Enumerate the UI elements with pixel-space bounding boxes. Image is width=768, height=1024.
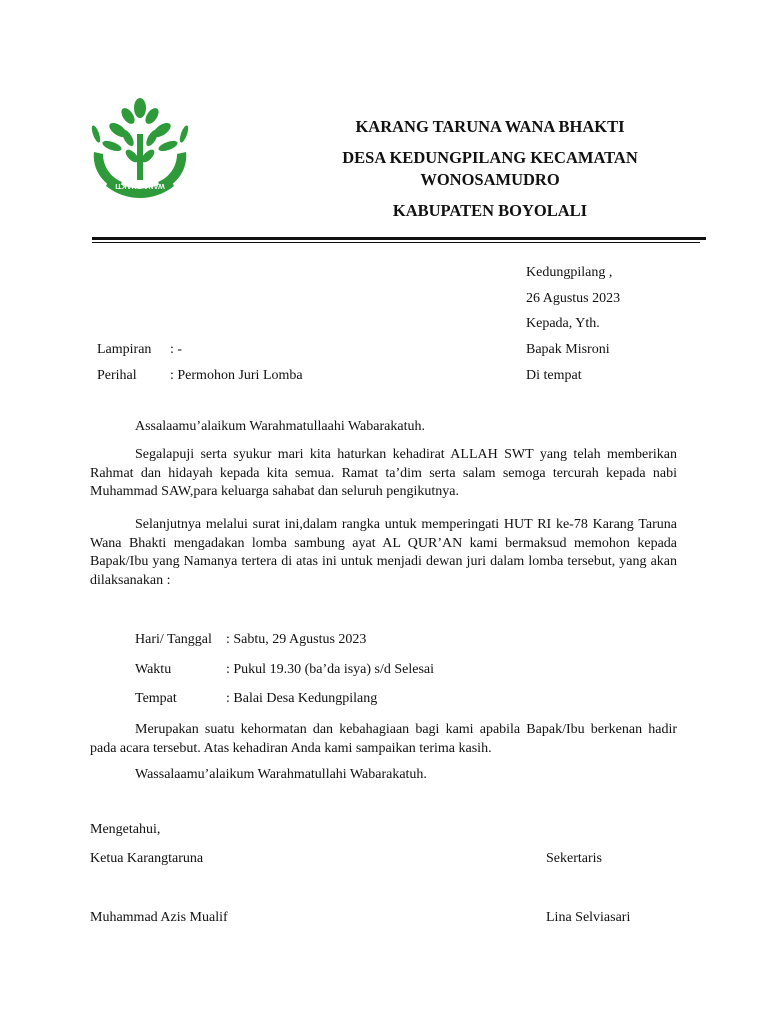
regency-name: KABUPATEN BOYOLALI <box>392 201 588 220</box>
recipient-name: Bapak Misroni <box>526 342 610 357</box>
paragraph-purpose: Selanjutnya melalui surat ini,dalam rangka untuk memperingati HUT RI ke-78 Karang Taruna Wana Bhakti mengadakan lomba sambung ayat AL QUR’AN kami bermaksud memohon kepada Bapak/Ibu yang Namanya tertera di atas ini untuk menjadi dewan juri dalam lomba tersebut, yang akan dilaksanakan : <box>90 517 677 588</box>
recipient-salutation: Kepada, Yth. <box>526 316 600 331</box>
subject-value: : Permohon Juri Lomba <box>170 368 303 383</box>
header-rule-thin <box>92 242 700 243</box>
attachment-label: Lampiran <box>97 342 152 357</box>
attachment-value: : - <box>170 342 183 357</box>
paragraph-opening: Segalapuji serta syukur mari kita haturkan kehadirat ALLAH SWT yang telah memberikan Rahmat dan hidayah kepada kita semua. Ramat ta’dim serta salam semoga tercurah kepada nabi Muhammad SAW,para keluarga sahabat dan seluruh pengikutnya. <box>90 447 677 499</box>
paragraph-closing: Merupakan suatu kehormatan dan kebahagiaan bagi kami apabila Bapak/Ibu berkenan hadir pada acara tersebut. Atas kehadiran Anda kami sampaikan terima kasih. <box>90 722 677 756</box>
acknowledged-label: Mengetahui, <box>90 822 161 837</box>
event-place-value: : Balai Desa Kedungpilang <box>226 691 378 706</box>
secretary-role: Sekertaris <box>546 851 602 866</box>
letter-date: 26 Agustus 2023 <box>526 291 621 306</box>
svg-text:WANA BHAKTI: WANA BHAKTI <box>115 182 165 189</box>
organization-logo <box>88 94 192 198</box>
event-day-value: : Sabtu, 29 Agustus 2023 <box>226 632 367 647</box>
subject-label: Perihal <box>97 368 137 383</box>
village-line-2: WONOSAMUDRO <box>420 170 560 189</box>
greeting: Assalaamu’alaikum Warahmatullaahi Wabarakatuh. <box>135 419 425 434</box>
chairman-name: Muhammad Azis Mualif <box>90 910 228 925</box>
event-place-label: Tempat <box>135 691 177 706</box>
event-day-label: Hari/ Tanggal <box>135 632 212 647</box>
recipient-location: Di tempat <box>526 368 582 383</box>
closing-greeting: Wassalaamu’alaikum Warahmatullahi Wabarakatuh. <box>135 767 427 782</box>
letter-place: Kedungpilang , <box>526 265 613 280</box>
header-rule-thick <box>92 237 706 240</box>
organization-name: KARANG TARUNA WANA BHAKTI <box>355 117 625 136</box>
event-time-value: : Pukul 19.30 (ba’da isya) s/d Selesai <box>226 662 435 677</box>
village-line-1: DESA KEDUNGPILANG KECAMATAN <box>342 148 638 167</box>
event-time-label: Waktu <box>135 662 172 677</box>
secretary-name: Lina Selviasari <box>546 910 631 925</box>
chairman-role: Ketua Karangtaruna <box>90 851 204 866</box>
